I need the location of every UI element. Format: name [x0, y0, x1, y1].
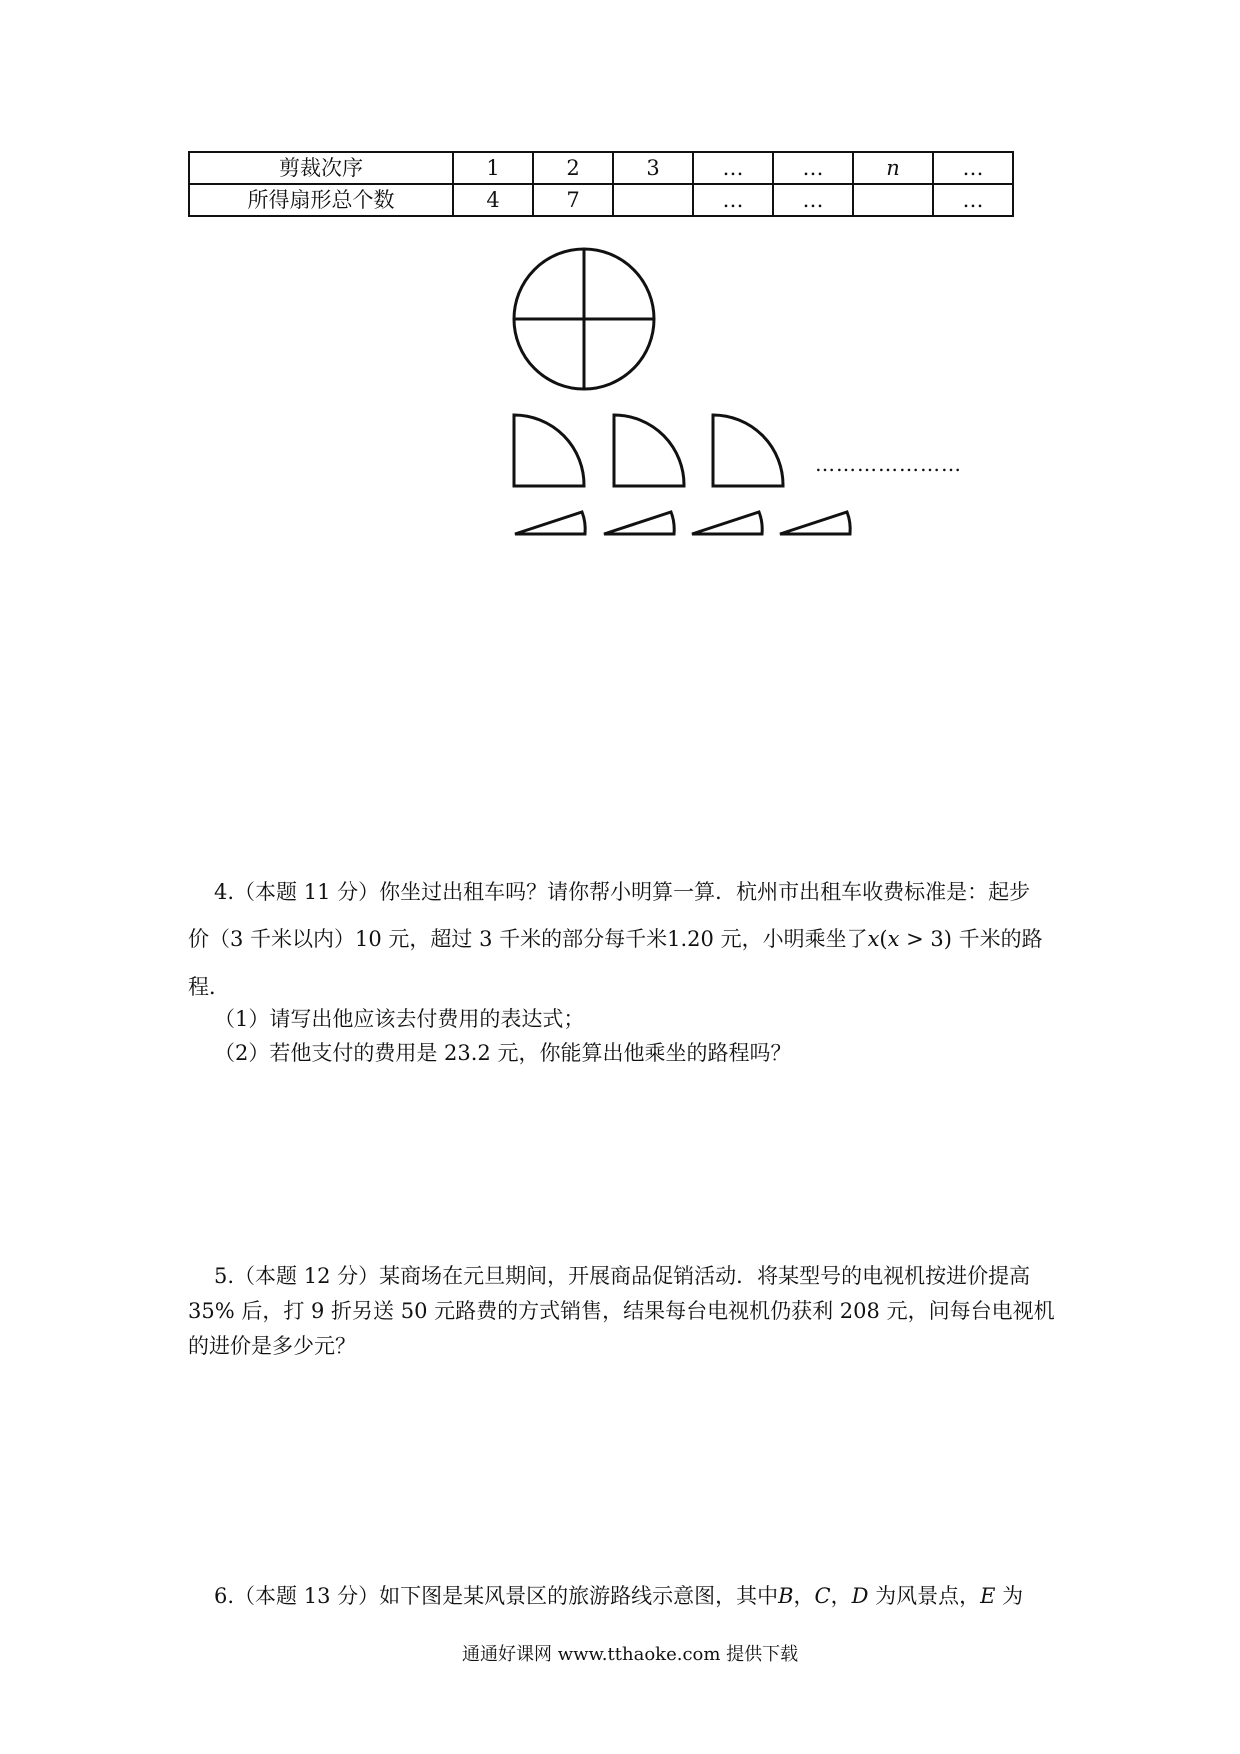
table-cell: 2 [533, 152, 613, 184]
table-cell: n [853, 152, 933, 184]
table-cell: 3 [613, 152, 693, 184]
table-cell: … [773, 184, 853, 216]
page-footer: 通通好课网 www.tthaoke.com 提供下载 [462, 1644, 799, 1665]
table-header-cell: 所得扇形总个数 [189, 184, 453, 216]
q6-text: 6.（本题 13 分）如下图是某风景区的旅游路线示意图，其中 [214, 1584, 779, 1608]
small-sector [515, 512, 585, 534]
quarter-sector [514, 415, 584, 486]
small-sector [780, 512, 850, 534]
table-cell: … [693, 152, 773, 184]
point-C: C [814, 1584, 831, 1608]
continuation-dots: ………………… [815, 452, 962, 476]
q4-line-1: 4.（本题 11 分）你坐过出租车吗？请你帮小明算一算．杭州市出租车收费标准是：起步 [214, 880, 1031, 904]
q6-end-text: 为 [995, 1584, 1024, 1608]
q6-mid-text: 为风景点， [868, 1584, 981, 1608]
point-E: E [980, 1584, 996, 1608]
point-D: D [851, 1584, 869, 1608]
q4-line-2-text: 价（3 千米以内）10 元，超过 3 千米的部分每千米1.20 元，小明乘坐了 [188, 927, 868, 951]
q4-sub-2: （2）若他支付的费用是 23.2 元，你能算出他乘坐的路程吗？ [214, 1041, 792, 1065]
q4-line-2-end: > 3) 千米的路 [899, 927, 1043, 951]
table-cell: … [933, 184, 1013, 216]
q4-line-3: 程． [188, 975, 230, 999]
quarter-sector [614, 415, 684, 486]
table-cell: … [773, 152, 853, 184]
q5-line-3: 的进价是多少元？ [188, 1334, 356, 1358]
sector-figure [0, 0, 1240, 600]
table-cell: … [933, 152, 1013, 184]
variable-x: x [867, 927, 880, 951]
q5-line-2: 35% 后，打 9 折另送 50 元路费的方式销售，结果每台电视机仍获利 208 元，问每台电视机 [188, 1299, 1055, 1323]
q6-line-1 [214, 1582, 1023, 1610]
quarter-sector [713, 415, 783, 486]
separator: ， [793, 1584, 815, 1608]
q5-line-1: 5.（本题 12 分）某商场在元旦期间，开展商品促销活动．将某型号的电视机按进价提高 [214, 1264, 1031, 1288]
table-cell: 1 [453, 152, 533, 184]
small-sector [604, 512, 674, 534]
paren: ( [879, 927, 888, 951]
variable-x: x [887, 927, 900, 951]
q4-sub-1: （1）请写出他应该去付费用的表达式； [214, 1007, 585, 1031]
table-cell: … [693, 184, 773, 216]
small-sector [692, 512, 762, 534]
table-header-cell: 剪裁次序 [189, 152, 453, 184]
q4-line-2 [188, 925, 1043, 953]
table-cell: 7 [533, 184, 613, 216]
table-cell: 4 [453, 184, 533, 216]
point-B: B [778, 1584, 794, 1608]
separator: ， [830, 1584, 852, 1608]
